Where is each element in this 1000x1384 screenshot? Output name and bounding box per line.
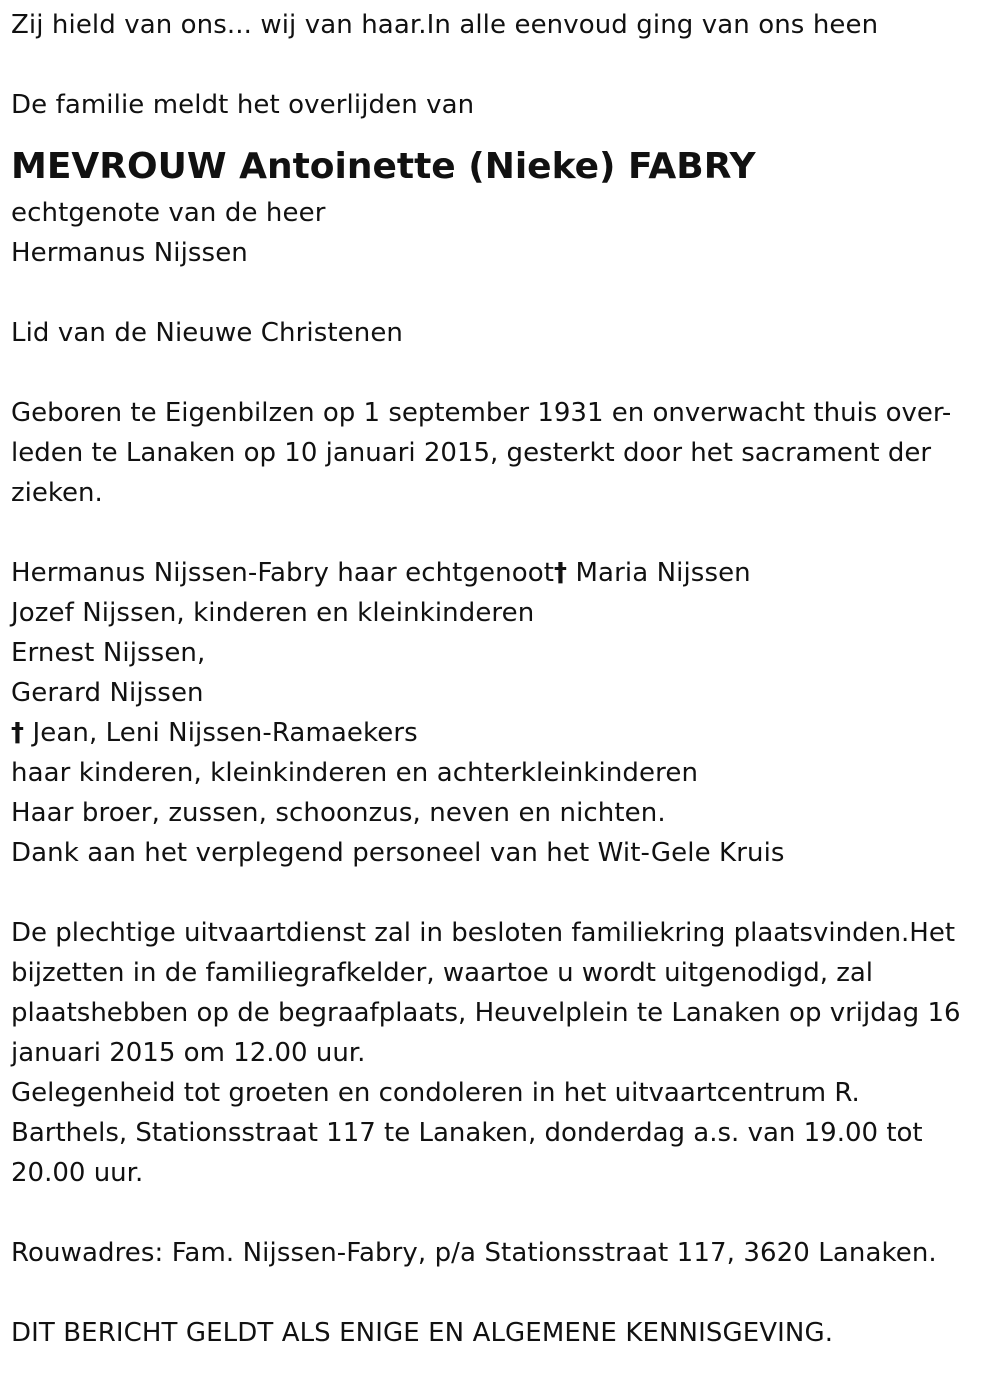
cross-icon: † xyxy=(11,718,25,748)
family-line-deceased-child xyxy=(11,713,988,753)
family-line-text: Maria Nijssen xyxy=(567,558,751,588)
membership-line: Lid van de Nieuwe Christenen xyxy=(11,318,404,348)
family-line-spouse xyxy=(11,553,988,593)
opening-line: Zij hield van ons... wij van haar.In alle eenvoud ging van ons heen xyxy=(11,10,879,40)
closing-notice: DIT BERICHT GELDT ALS ENIGE EN ALGEMENE KENNISGEVING. xyxy=(11,1318,834,1348)
spacer xyxy=(11,353,988,393)
spacer xyxy=(11,45,988,85)
birth-death-paragraph: Geboren te Eigenbilzen op 1 september 1931 en onverwacht thuis over-leden te Lanaken op 10 januari 2015, gesterkt door het sacrament der zieken. xyxy=(11,398,952,508)
family-line: Jozef Nijssen, kinderen en kleinkinderen xyxy=(11,598,535,628)
family-line: Haar broer, zussen, schoonzus, neven en nichten. xyxy=(11,798,666,828)
mourning-address: Rouwadres: Fam. Nijssen-Fabry, p/a Stationsstraat 117, 3620 Lanaken. xyxy=(11,1238,937,1268)
announcement-line: De familie meldt het overlijden van xyxy=(11,90,475,120)
cross-icon: † xyxy=(554,558,568,588)
deceased-name: MEVROUW Antoinette (Nieke) FABRY xyxy=(11,146,756,187)
thanks-line: Dank aan het verplegend personeel van het Wit-Gele Kruis xyxy=(11,838,785,868)
family-line-text: Hermanus Nijssen-Fabry haar echtgenoot xyxy=(11,558,555,588)
spacer xyxy=(11,513,988,553)
spacer xyxy=(11,1193,988,1233)
ceremony-paragraph: De plechtige uitvaartdienst zal in besloten familiekring plaatsvinden.Het bijzetten in de familiegrafkelder, waartoe u wordt uitgenodigd, zal plaatshebben op de begraafplaats, Heuvelplein te Lanaken op vrijdag 16 januari 2015 om 12.00 uur. xyxy=(11,918,961,1068)
family-line: Ernest Nijssen, xyxy=(11,638,206,668)
spouse-name: Hermanus Nijssen xyxy=(11,238,248,268)
spacer xyxy=(11,1273,988,1313)
spouse-line: echtgenote van de heer xyxy=(11,198,326,228)
family-line: Gerard Nijssen xyxy=(11,678,204,708)
family-line: haar kinderen, kleinkinderen en achterkleinkinderen xyxy=(11,758,699,788)
spacer xyxy=(11,873,988,913)
spacer xyxy=(11,273,988,313)
family-line-text: Jean, Leni Nijssen-Ramaekers xyxy=(24,718,418,748)
visitation-paragraph: Gelegenheid tot groeten en condoleren in het uitvaartcentrum R. Barthels, Stationsstraat 117 te Lanaken, donderdag a.s. van 19.00 tot 20.00 uur. xyxy=(11,1078,923,1188)
